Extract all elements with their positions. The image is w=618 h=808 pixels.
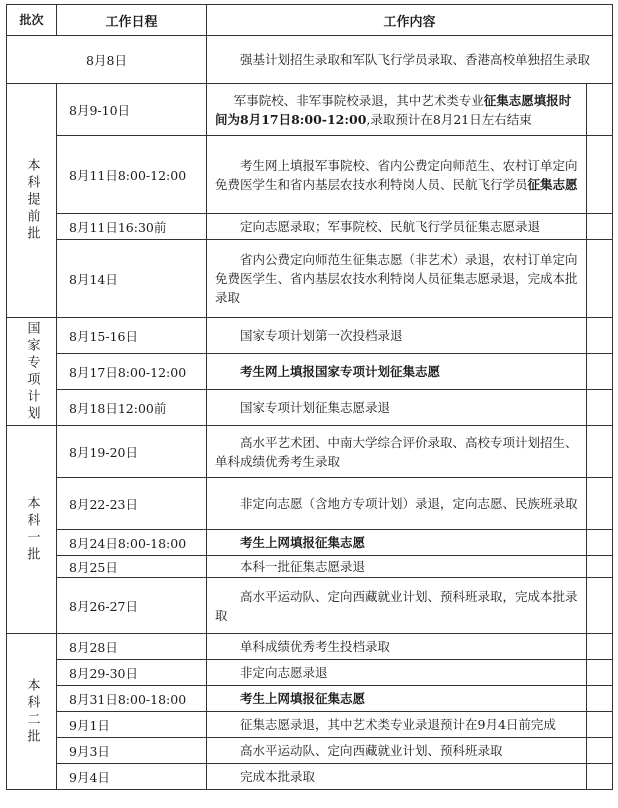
content-cell: 高水平运动队、定向西藏就业计划、预科班录取，完成本批录取 <box>207 578 587 634</box>
table-row <box>7 530 613 556</box>
schedule-cell: 8月18日12:00前 <box>57 390 207 426</box>
table-row <box>7 240 613 318</box>
blank-cell <box>587 530 613 556</box>
blank-cell <box>587 478 613 530</box>
blank-cell <box>587 738 613 764</box>
table-row <box>7 578 613 634</box>
content-cell: 国家专项计划第一次投档录退 <box>207 318 587 354</box>
blank-cell <box>587 426 613 478</box>
blank-cell <box>587 390 613 426</box>
content-cell: 高水平艺术团、中南大学综合评价录取、高校专项计划招生、单科成绩优秀考生录取 <box>207 426 587 478</box>
batch-cell-first: 本科一批 <box>7 426 57 634</box>
batch-cell-early: 本科提前批 <box>7 84 57 318</box>
header-schedule: 工作日程 <box>57 5 207 36</box>
table-row <box>7 478 613 530</box>
schedule-cell: 8月26-27日 <box>57 578 207 634</box>
content-text: ,录取预计在8月21日左右结束 <box>366 111 532 127</box>
schedule-cell: 8月28日 <box>57 634 207 660</box>
table-row <box>7 712 613 738</box>
content-cell: 本科一批征集志愿录退 <box>207 556 587 578</box>
blank-cell <box>587 354 613 390</box>
table-row <box>7 660 613 686</box>
schedule-cell: 9月3日 <box>57 738 207 764</box>
blank-cell <box>587 660 613 686</box>
content-cell <box>207 136 587 214</box>
schedule-cell: 8月11日8:00-12:00 <box>57 136 207 214</box>
admission-schedule-table <box>6 4 613 790</box>
schedule-cell: 8月31日8:00-18:00 <box>57 686 207 712</box>
header-content: 工作内容 <box>207 5 613 36</box>
blank-cell <box>587 318 613 354</box>
blank-cell <box>587 686 613 712</box>
content-cell: 完成本批录取 <box>207 764 587 790</box>
schedule-cell: 8月15-16日 <box>57 318 207 354</box>
blank-cell <box>587 136 613 214</box>
schedule-cell: 8月29-30日 <box>57 660 207 686</box>
blank-cell <box>587 214 613 240</box>
content-cell: 单科成绩优秀考生投档录取 <box>207 634 587 660</box>
table-row <box>7 390 613 426</box>
content-cell: 定向志愿录取；军事院校、民航飞行学员征集志愿录退 <box>207 214 587 240</box>
content-cell <box>207 84 587 136</box>
table-row <box>7 354 613 390</box>
table-row <box>7 556 613 578</box>
batch-cell-national: 国家专项计划 <box>7 318 57 426</box>
schedule-cell: 8月17日8:00-12:00 <box>57 354 207 390</box>
table-row <box>7 738 613 764</box>
content-cell: 征集志愿录退，其中艺术类专业录退预计在9月4日前完成 <box>207 712 587 738</box>
schedule-cell: 8月24日8:00-18:00 <box>57 530 207 556</box>
table-row <box>7 84 613 136</box>
schedule-cell: 8月8日 <box>7 36 207 84</box>
table-row <box>7 426 613 478</box>
schedule-cell: 8月14日 <box>57 240 207 318</box>
schedule-cell: 9月4日 <box>57 764 207 790</box>
table-row <box>7 686 613 712</box>
table-row <box>7 764 613 790</box>
header-batch: 批次 <box>7 5 57 36</box>
content-text: 考生网上填报军事院校、省内公费定向师范生、农村订单定向免费医学生和省内基层农技水利特岗人员、民航飞行学员 <box>215 157 578 192</box>
blank-cell <box>587 84 613 136</box>
table-row <box>7 36 613 84</box>
table-row <box>7 318 613 354</box>
content-cell: 强基计划招生录取和军队飞行学员录取、香港高校单独招生录取 <box>207 36 613 84</box>
content-cell: 非定向志愿录退 <box>207 660 587 686</box>
content-cell: 考生上网填报征集志愿 <box>207 686 587 712</box>
schedule-cell: 8月22-23日 <box>57 478 207 530</box>
blank-cell <box>587 240 613 318</box>
content-bold-text: 征集志愿 <box>527 176 578 192</box>
content-cell: 考生网上填报国家专项计划征集志愿 <box>207 354 587 390</box>
table-row <box>7 634 613 660</box>
schedule-cell: 8月11日16:30前 <box>57 214 207 240</box>
header-row <box>7 5 613 36</box>
blank-cell <box>587 634 613 660</box>
blank-cell <box>587 764 613 790</box>
blank-cell <box>587 556 613 578</box>
schedule-cell: 9月1日 <box>57 712 207 738</box>
content-cell: 省内公费定向师范生征集志愿（非艺术）录退，农村订单定向免费医学生、省内基层农技水利特岗人员征集志愿录退，完成本批录取 <box>207 240 587 318</box>
blank-cell <box>587 578 613 634</box>
blank-cell <box>587 712 613 738</box>
table-row <box>7 214 613 240</box>
content-cell: 考生上网填报征集志愿 <box>207 530 587 556</box>
content-text: 军事院校、非军事院校录退，其中艺术类专业 <box>233 92 484 108</box>
content-cell: 国家专项计划征集志愿录退 <box>207 390 587 426</box>
table-row <box>7 136 613 214</box>
schedule-cell: 8月25日 <box>57 556 207 578</box>
batch-cell-second: 本科二批 <box>7 634 57 790</box>
schedule-cell: 8月9-10日 <box>57 84 207 136</box>
schedule-cell: 8月19-20日 <box>57 426 207 478</box>
content-bold-text: 征集志愿填报时间为8月17日8:00-12:00 <box>215 92 572 127</box>
content-cell: 高水平运动队、定向西藏就业计划、预科班录取 <box>207 738 587 764</box>
content-cell: 非定向志愿（含地方专项计划）录退，定向志愿、民族班录取 <box>207 478 587 530</box>
